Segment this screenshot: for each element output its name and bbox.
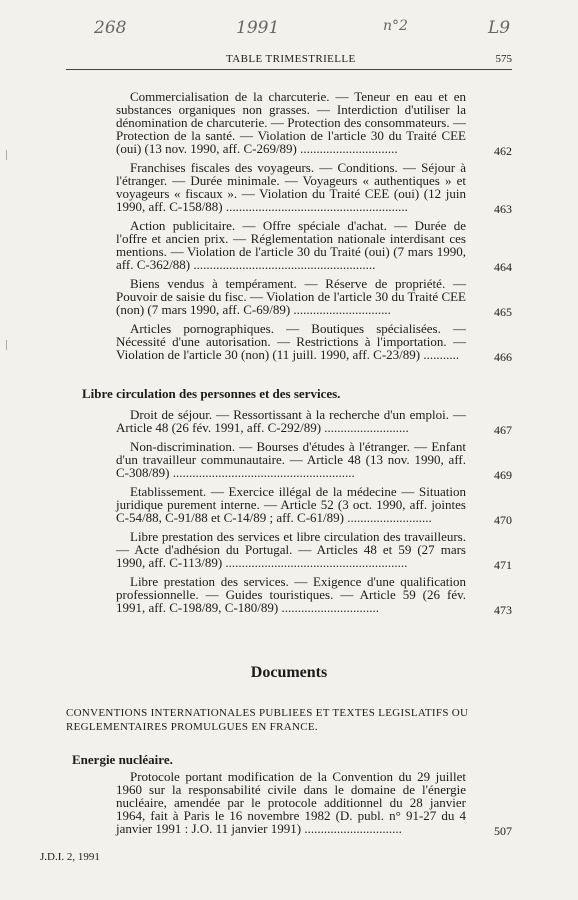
index-entry xyxy=(116,276,512,319)
index-entry xyxy=(116,89,512,158)
entry-text: Action publicitaire. — Offre spéciale d'achat. — Durée de l'offre et ancien prix. — Réglementation nationale interdisant ces mentions. — Violation de l'article 30 du Traité (oui) (7 mars 1990, aff. C-362/88) ........................................................ xyxy=(116,218,466,272)
index-entry xyxy=(116,218,512,274)
entry-page: 471 xyxy=(494,558,512,572)
index-entry xyxy=(116,484,512,527)
handwritten-note: L9 xyxy=(488,18,511,38)
subsection-heading: Energie nucléaire. xyxy=(72,752,173,767)
scan-edge-mark xyxy=(6,150,13,160)
index-entry xyxy=(116,160,512,216)
entry-text: Libre prestation des services et libre circulation des travailleurs. — Acte d'adhésion du Portugal. — Articles 48 et 59 (27 mars 1990, aff. C-113/89) ........................................................ xyxy=(116,529,466,570)
section-heading: Libre circulation des personnes et des services. xyxy=(82,386,341,401)
handwritten-note: 268 xyxy=(94,18,127,38)
footer-journal-ref: J.D.I. 2, 1991 xyxy=(40,851,100,863)
entry-text: Etablissement. — Exercice illégal de la médecine — Situation juridique purement interne. — Article 52 (3 oct. 1990, aff. jointes C-54/88, C-91/88 et C-14/89 ; aff. C-61/89) .......................... xyxy=(116,484,466,525)
running-title: TABLE TRIMESTRIELLE xyxy=(226,53,356,65)
entry-text: Droit de séjour. — Ressortissant à la recherche d'un emploi. — Article 48 (26 fév. 1991, aff. C-292/89) .......................... xyxy=(116,407,466,435)
entry-page: 466 xyxy=(494,350,512,364)
entry-text: Articles pornographiques. — Boutiques spécialisées. — Nécessité d'une autorisation. — Restrictions à l'importation. — Violation de l'article 30 (non) (11 juill. 1990, aff. C-23/89) ........... xyxy=(116,321,466,362)
entry-text: Biens vendus à tempérament. — Réserve de propriété. — Pouvoir de saisie du fisc. — Violation de l'article 30 du Traité CEE (non) (7 mars 1990, aff. C-69/89) .............................. xyxy=(116,276,466,317)
header-rule xyxy=(66,69,512,70)
entry-page: 464 xyxy=(494,260,512,274)
entry-page: 463 xyxy=(494,202,512,216)
handwritten-note: 1991 xyxy=(236,18,280,38)
protocol-entry xyxy=(116,769,512,838)
index-entry xyxy=(116,439,512,482)
entry-list-1 xyxy=(116,90,512,367)
protocol-page: 507 xyxy=(494,824,512,838)
entry-page: 465 xyxy=(494,305,512,319)
index-entry xyxy=(116,574,512,617)
entry-text: Libre prestation des services. — Exigence d'une qualification professionnelle. — Guides touristiques. — Article 59 (26 fév. 1991, aff. C-198/89, C-180/89) .............................. xyxy=(116,574,466,615)
index-entry xyxy=(116,321,512,364)
entry-page: 462 xyxy=(494,144,512,158)
entry-list-2 xyxy=(116,408,512,620)
handwritten-note: n°2 xyxy=(383,18,408,34)
entry-text: Commercialisation de la charcuterie. — Teneur en eau et en substances organiques non grasses. — Interdiction d'utiliser la dénomination de charcuterie. — Protection des consommateurs. — Protection de la santé. — Violation de l'article 30 du Traité CEE (oui) (13 nov. 1990, aff. C-269/89) .............................. xyxy=(116,89,466,156)
entry-page: 469 xyxy=(494,468,512,482)
documents-heading: Documents xyxy=(250,664,328,681)
conventions-text: CONVENTIONS INTERNATIONALES PUBLIEES ET TEXTES LEGISLATIFS OU REGLEMENTAIRES PROMULGUES EN FRANCE. xyxy=(66,707,469,733)
conventions-heading xyxy=(66,706,516,734)
entry-page: 473 xyxy=(494,603,512,617)
running-header xyxy=(66,53,512,69)
scan-edge-mark xyxy=(6,340,13,350)
entry-page: 470 xyxy=(494,513,512,527)
entry-text: Non-discrimination. — Bourses d'études à l'étranger. — Enfant d'un travailleur communautaire. — Article 48 (13 nov. 1990, aff. C-308/89) ........................................................ xyxy=(116,439,466,480)
entry-page: 467 xyxy=(494,423,512,437)
page-number: 575 xyxy=(495,53,512,65)
entry-text: Franchises fiscales des voyageurs. — Conditions. — Séjour à l'étranger. — Durée minimale. — Voyageurs « authentiques » et voyageurs « fiscaux ». — Violation du Traité CEE (oui) (12 juin 1990, aff. C-158/88) ........................................................ xyxy=(116,160,466,214)
index-entry xyxy=(116,529,512,572)
protocol-text: Protocole portant modification de la Convention du 29 juillet 1960 sur la responsabilité civile dans le domaine de l'énergie nucléaire, amendée par le protocole additionnel du 28 janvier 1964, fait à Paris le 16 novembre 1982 (D. publ. n° 91-27 du 4 janvier 1991 : J.O. 11 janvier 1991) .............................. xyxy=(116,769,466,836)
index-entry xyxy=(116,407,512,437)
